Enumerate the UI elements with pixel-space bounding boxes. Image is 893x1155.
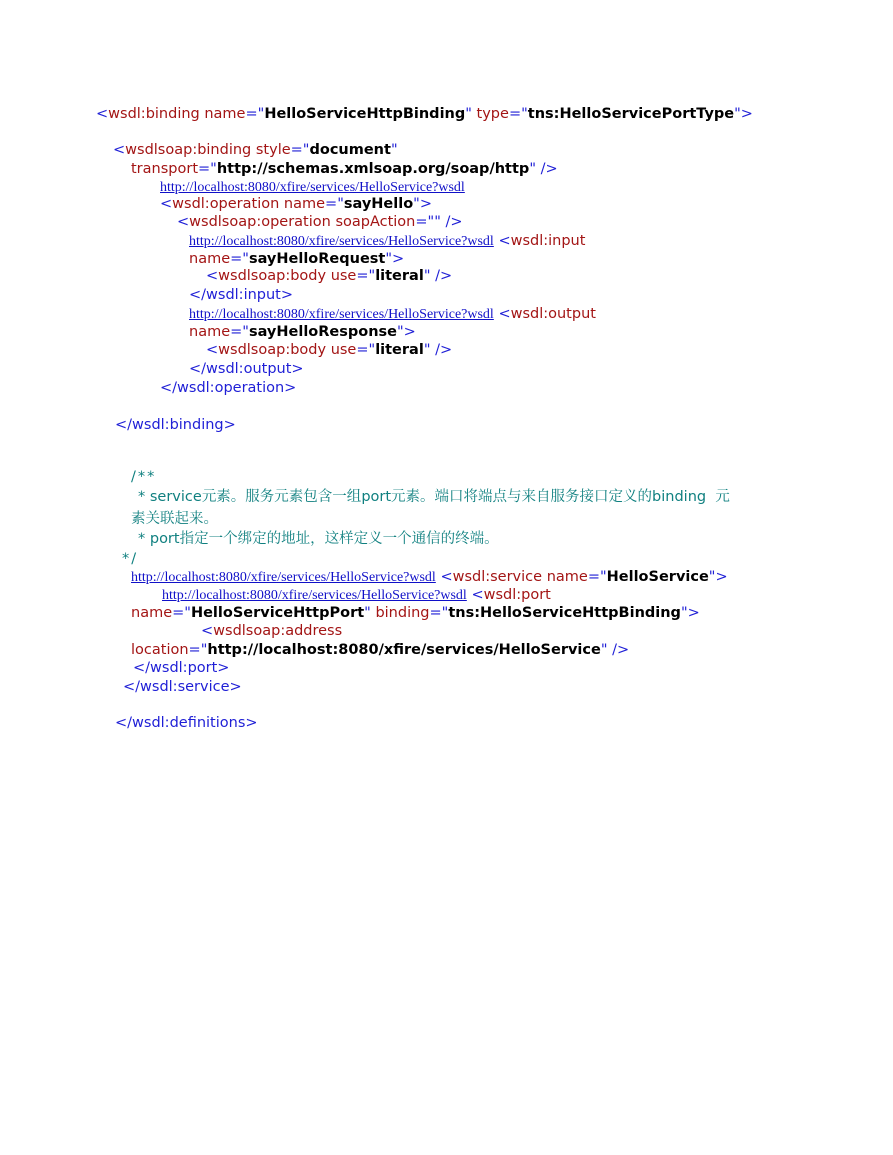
input-body-line: <wsdlsoap:body use="literal" /> xyxy=(206,268,453,284)
wsdl-link[interactable]: http://localhost:8080/xfire/services/HelloService?wsdl xyxy=(189,307,494,322)
port-open-line: http://localhost:8080/xfire/services/HelloService?wsdl <wsdl:port xyxy=(162,587,551,603)
soap-binding-line: <wsdlsoap:binding style="document" xyxy=(113,142,398,158)
binding-name-value: HelloServiceHttpBinding xyxy=(264,106,466,122)
soap-operation-line: <wsdlsoap:operation soapAction="" /> xyxy=(177,214,463,230)
input-open-line: http://localhost:8080/xfire/services/HelloService?wsdl <wsdl:input xyxy=(189,233,586,249)
definitions-close-line: </wsdl:definitions> xyxy=(115,715,258,731)
output-close-line: </wsdl:output> xyxy=(189,361,304,377)
binding-tag: wsdl:binding xyxy=(108,106,200,122)
wsdl-link[interactable]: http://localhost:8080/xfire/services/HelloService?wsdl xyxy=(160,180,465,195)
wsdl-link[interactable]: http://localhost:8080/xfire/services/HelloService?wsdl xyxy=(162,588,467,603)
binding-open-line: <wsdl:binding name="HelloServiceHttpBinding" type="tns:HelloServicePortType"> xyxy=(96,106,753,122)
binding-close-line: </wsdl:binding> xyxy=(115,417,236,433)
service-close-line: </wsdl:service> xyxy=(123,679,242,695)
address-open-line: <wsdlsoap:address xyxy=(201,623,343,639)
output-name-line: name="sayHelloResponse"> xyxy=(189,324,416,340)
port-name-line: name="HelloServiceHttpPort" binding="tns:HelloServiceHttpBinding"> xyxy=(131,605,700,621)
port-close-line: </wsdl:port> xyxy=(133,660,230,676)
input-name-line: name="sayHelloRequest"> xyxy=(189,251,405,267)
wsdl-link[interactable]: http://localhost:8080/xfire/services/HelloService?wsdl xyxy=(189,234,494,249)
input-close-line: </wsdl:input> xyxy=(189,287,294,303)
operation-open-line: <wsdl:operation name="sayHello"> xyxy=(160,196,432,212)
comment-line-3: * port指定一个绑定的地址，这样定义一个通信的终端。 xyxy=(138,531,499,547)
output-body-line: <wsdlsoap:body use="literal" /> xyxy=(206,342,453,358)
location-line: location="http://localhost:8080/xfire/services/HelloService" /> xyxy=(131,642,630,658)
comment-line-2: 素关联起来。 xyxy=(131,511,218,527)
comment-close: */ xyxy=(122,551,139,567)
comment-line-1: * service元素。服务元素包含一组port元素。端口将端点与来自服务接口定义的binding 元 xyxy=(138,489,730,505)
binding-type-value: tns:HelloServicePortType xyxy=(527,106,735,122)
transport-line: transport="http://schemas.xmlsoap.org/soap/http" /> xyxy=(131,161,558,177)
output-open-line: http://localhost:8080/xfire/services/HelloService?wsdl <wsdl:output xyxy=(189,306,596,322)
service-open-line: http://localhost:8080/xfire/services/HelloService?wsdl <wsdl:service name="HelloService"> xyxy=(131,569,728,585)
comment-open: /** xyxy=(131,469,157,485)
operation-close-line: </wsdl:operation> xyxy=(160,380,297,396)
wsdl-link[interactable]: http://localhost:8080/xfire/services/HelloService?wsdl xyxy=(131,570,436,585)
